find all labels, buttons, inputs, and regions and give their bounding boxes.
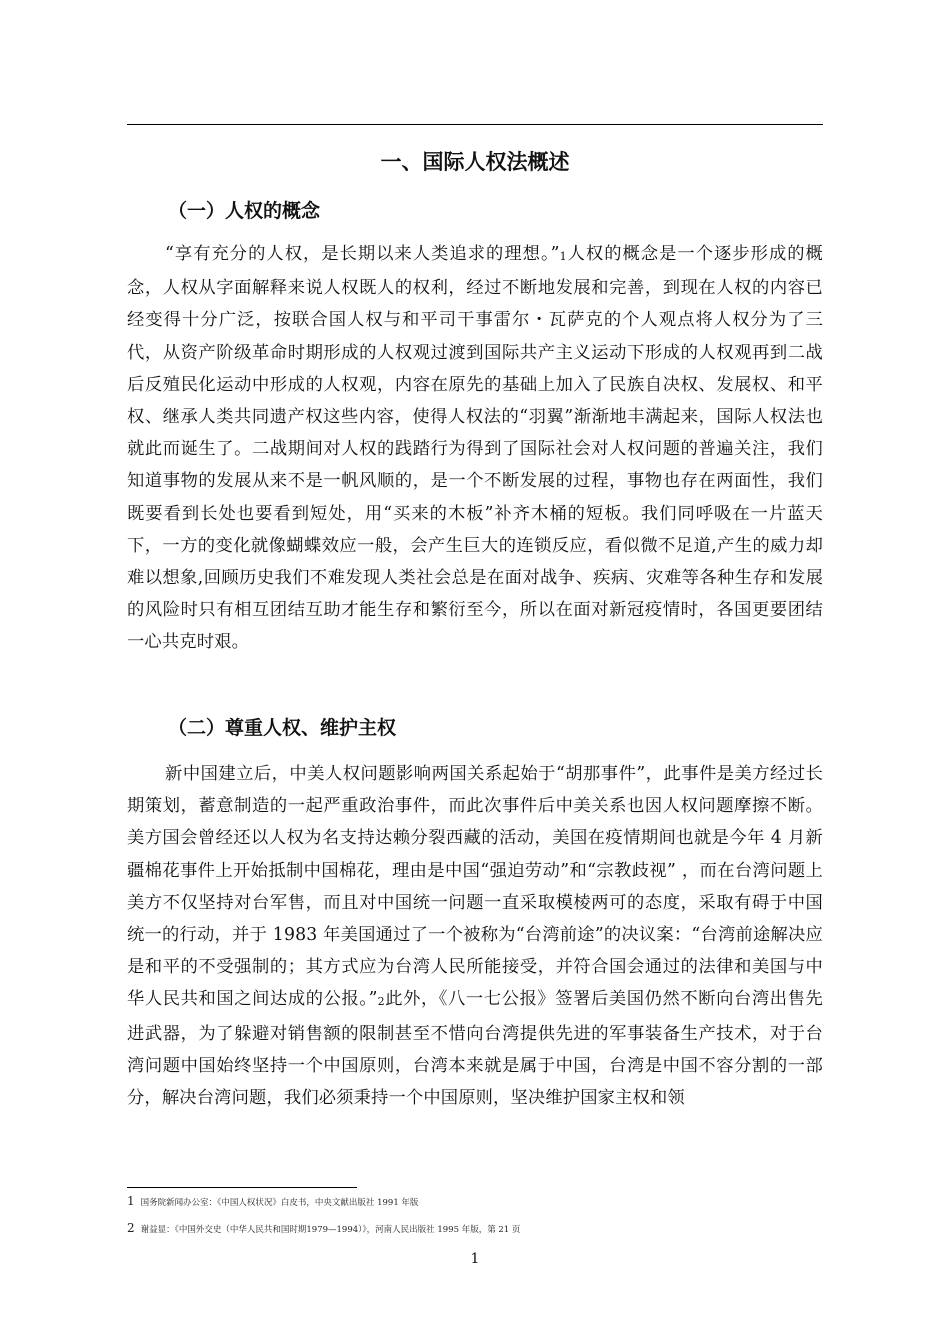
- footnote-text: 国务院新闻办公室：《中国人权状况》白皮书，中央文献出版社 1991 年版: [140, 1198, 419, 1208]
- section-heading-1: （一）人权的概念: [168, 200, 321, 222]
- footnote-2: [127, 1221, 520, 1237]
- header-rule: [127, 124, 823, 125]
- footnote-1: [127, 1194, 418, 1210]
- paragraph-text: 人权的概念是一个逐步形成的概念，人权从字面解释来说人权既人的权利，经过不断地发展和完善，到现在人权的内容已经变得十分广泛，按联合国人权与和平司干事雷尔・瓦萨克的个人观点将人权分为了三代，从资产阶级革命时期形成的人权观过渡到国际共产主义运动下形成的人权观再到二战后反殖民化运动中形成的人权观，内容在原先的基础上加入了民族自决权、发展权、和平权、继承人类共同遗产权这些内容，使得人权法的“羽翼”渐渐地丰满起来，国际人权法也就此而诞生了。二战期间对人权的践踏行为得到了国际社会对人权问题的普遍关注，我们知道事物的发展从来不是一帆风顺的，是一个不断发展的过程，事物也存在两面性，我们既要看到长处也要看到短处，用“买来的木板”补齐木桶的短板。我们同呼吸在一片蓝天下，一方的变化就像蝴蝶效应一般，会产生巨大的连锁反应，看似微不足道,产生的威力却难以想象,回顾历史我们不难发现人类社会总是在面对战争、疾病、灾难等各种生存和发展的风险时只有相互团结互助才能生存和繁衍至今，所以在面对新冠疫情时，各国更要团结一心共克时艰。: [127, 244, 823, 653]
- section-2-paragraph: [127, 758, 823, 1114]
- page-number: 1: [470, 1251, 480, 1267]
- footnote-ref-2[interactable]: 2: [377, 995, 385, 1009]
- footnote-text: 谢益显：《中国外交史（中华人民共和国时期1979—1994）》，河南人民出版社 1995 年版，第 21 页: [140, 1225, 521, 1235]
- section-1-paragraph: [127, 238, 823, 659]
- paragraph-text: 新中国建立后，中美人权问题影响两国关系起始于“胡那事件”，此事件是美方经过长期策划，蓄意制造的一起严重政治事件，而此次事件后中美关系也因人权问题摩擦不断。美方国会曾经还以人权为名支持达赖分裂西藏的活动，美国在疫情期间也就是今年 4 月新疆棉花事件上开始抵制中国棉花，理由是中国“强迫劳动”和“宗教歧视” ，而在台湾问题上美方不仅坚持对台军售，而且对中国统一问题一直采取模棱两可的态度，采取有碍于中国统一的行动，并于 1983 年美国通过了一个被称为“台湾前途”的决议案：“台湾前途解决应是和平的不受强制的；其方式应为台湾人民所能接受，并符合国会通过的法律和美国与中华人民共和国之间达成的公报。”: [127, 764, 823, 1010]
- footnote-ref-1[interactable]: 1: [559, 250, 567, 263]
- section-heading-2: （二）尊重人权、维护主权: [168, 717, 397, 739]
- paragraph-text: 此外，《八一七公报》签署后美国仍然不断向台湾出售先进武器，为了躲避对销售额的限制甚至不惜向台湾提供先进的军事装备生产技术，对于台湾问题中国始终坚持一个中国原则，台湾本来就是属于中国，台湾是中国不容分割的一部分，解决台湾问题，我们必须秉持一个中国原则，坚决维护国家主权和领: [127, 989, 823, 1109]
- footnote-number: 2: [127, 1221, 135, 1235]
- chapter-title: 一、国际人权法概述: [380, 150, 570, 174]
- paragraph-text: “享有充分的人权，是长期以来人类追求的理想。”: [165, 244, 560, 264]
- footnote-number: 1: [127, 1194, 135, 1208]
- footnote-rule: [127, 1187, 357, 1188]
